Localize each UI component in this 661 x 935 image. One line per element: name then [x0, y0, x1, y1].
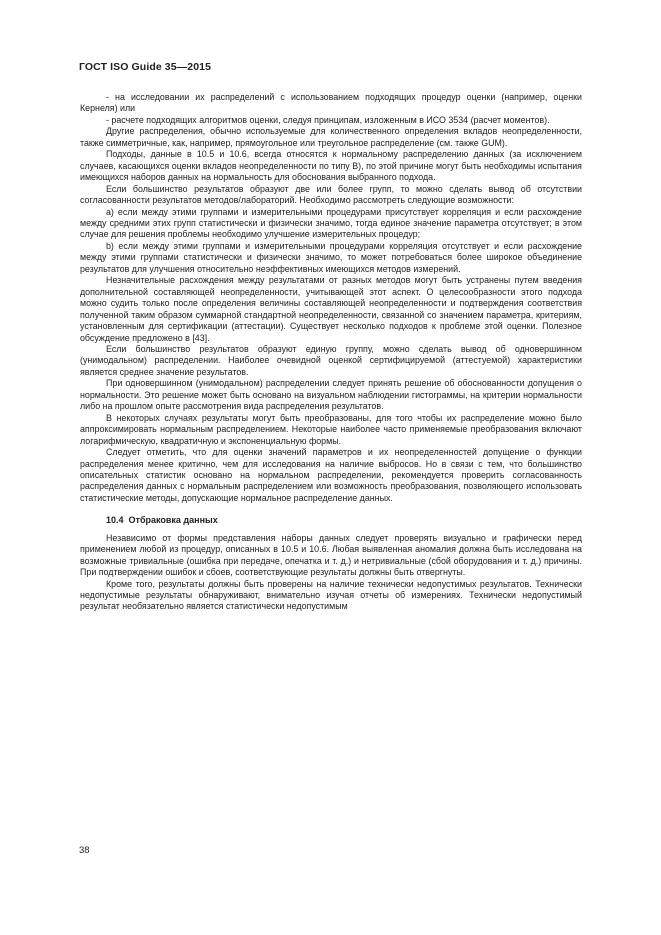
list-item-a: a) если между этими группами и измерительными процедурами присутствует корреляция и если расхождение между средними этих групп статистически и физически значимо, тогда единое значение параметра отсутствует; в этом случае для решения проблемы необходимо улучшение измерительных процедур;	[80, 206, 582, 240]
body-text	[80, 92, 582, 613]
list-item-b: b) если между этими группами и измерительными процедурами корреляция отсутствует и если расхождение между этими группами статистически и физически значимо, то может потребоваться более широкое объединение результатов для улучшения относительно неэффективных имеющихся методов измерений.	[80, 240, 582, 274]
paragraph: При одновершинном (унимодальном) распределении следует принять решение об обоснованности допущения о нормальности. Это решение может быть основано на визуальном наблюдении гистограммы, на критерии нормальности либо на прошлом опыте рассмотрения вида распределения результатов.	[80, 378, 582, 412]
paragraph: В некоторых случаях результаты могут быть преобразованы, для того чтобы их распределение можно было аппроксимировать нормальным распределением. Некоторые наиболее часто применяемые преобразования включают логарифмическую, квадратичную и экспоненциальную формы.	[80, 412, 582, 446]
paragraph: Следует отметить, что для оценки значений параметров и их неопределенностей допущение о функции распределения менее критично, чем для исследования на наличие выбросов. Но в связи с тем, что большинство описательных статистик основано на нормальном распределении, рекомендуется проверить согласованность распределения данных с нормальным распределением или возможность преобразования, позволяющего использовать статистические методы, допускающие нормальное распределение данных.	[80, 447, 582, 503]
paragraph: - на исследовании их распределений с использованием подходящих процедур оценки (например, оценки Кернеля) или	[80, 92, 582, 114]
paragraph: Если большинство результатов образуют единую группу, можно сделать вывод об одновершинном (унимодальном) распределении. Наиболее очевидной оценкой сертифицируемой (аттестуемой) характеристики является среднее значение результатов.	[80, 343, 582, 377]
section-title: Отбраковка данных	[128, 515, 218, 526]
page-number: 38	[79, 845, 90, 856]
paragraph: Подходы, данные в 10.5 и 10.6, всегда относятся к нормальному распределению данных (за исключением случаев, касающихся оценки вкладов неопределенности по типу B), по этой причине могут быть необходимы испытания имеющихся наборов данных на нормальность для обоснования выбранного подхода.	[80, 149, 582, 183]
paragraph: - расчете подходящих алгоритмов оценки, следуя принципам, изложенным в ИСО 3534 (расчет моментов).	[106, 114, 550, 125]
section-heading	[106, 515, 582, 526]
paragraph: Независимо от формы представления наборы данных следует проверять визуально и графически перед применением любой из процедур, описанных в 10.5 и 10.6. Любая выявленная аномалия должна быть исследована на возможные тривиальные (ошибка при передаче, опечатка и т. д.) и нетривиальные (сбой оборудования и т. д.) причины. При подтверждении ошибок и сбоев, соответствующие результаты должны быть отвергнуты.	[80, 532, 582, 578]
paragraph: Если большинство результатов образуют две или более групп, то можно сделать вывод об отсутствии согласованности результатов методов/лабораторий. Необходимо рассмотреть следующие возможности:	[80, 183, 582, 206]
paragraph: Незначительные расхождения между результатами от разных методов могут быть устранены путем введения дополнительной составляющей неопределенности, учитывающей этот аспект. О целесообразности этого подхода можно судить только после определения величины составляющей неопределенности и подтверждения соответствия полученной таким образом суммарной стандартной неопределенности, связанной со значением параметра, критериям, установленным для сертификации (аттестации). Существует несколько подходов к проблеме этой оценки. Полезное обсуждение предложено в [43].	[80, 275, 582, 343]
paragraph: Другие распределения, обычно используемые для количественного определения вкладов неопределенности, также симметричные, как, например, прямоугольное или треугольное распределение (см. также GUM).	[80, 126, 582, 148]
section-number: 10.4	[106, 515, 124, 526]
paragraph: Кроме того, результаты должны быть проверены на наличие технически недопустимых результатов. Технически недопустимые результаты обнаруживают, внимательно изучая отчеты об измерениях. Технически недопустимый результат необязательно является статистически недопустимым	[80, 578, 582, 612]
document-header: ГОСТ ISO Guide 35—2015	[79, 61, 212, 73]
